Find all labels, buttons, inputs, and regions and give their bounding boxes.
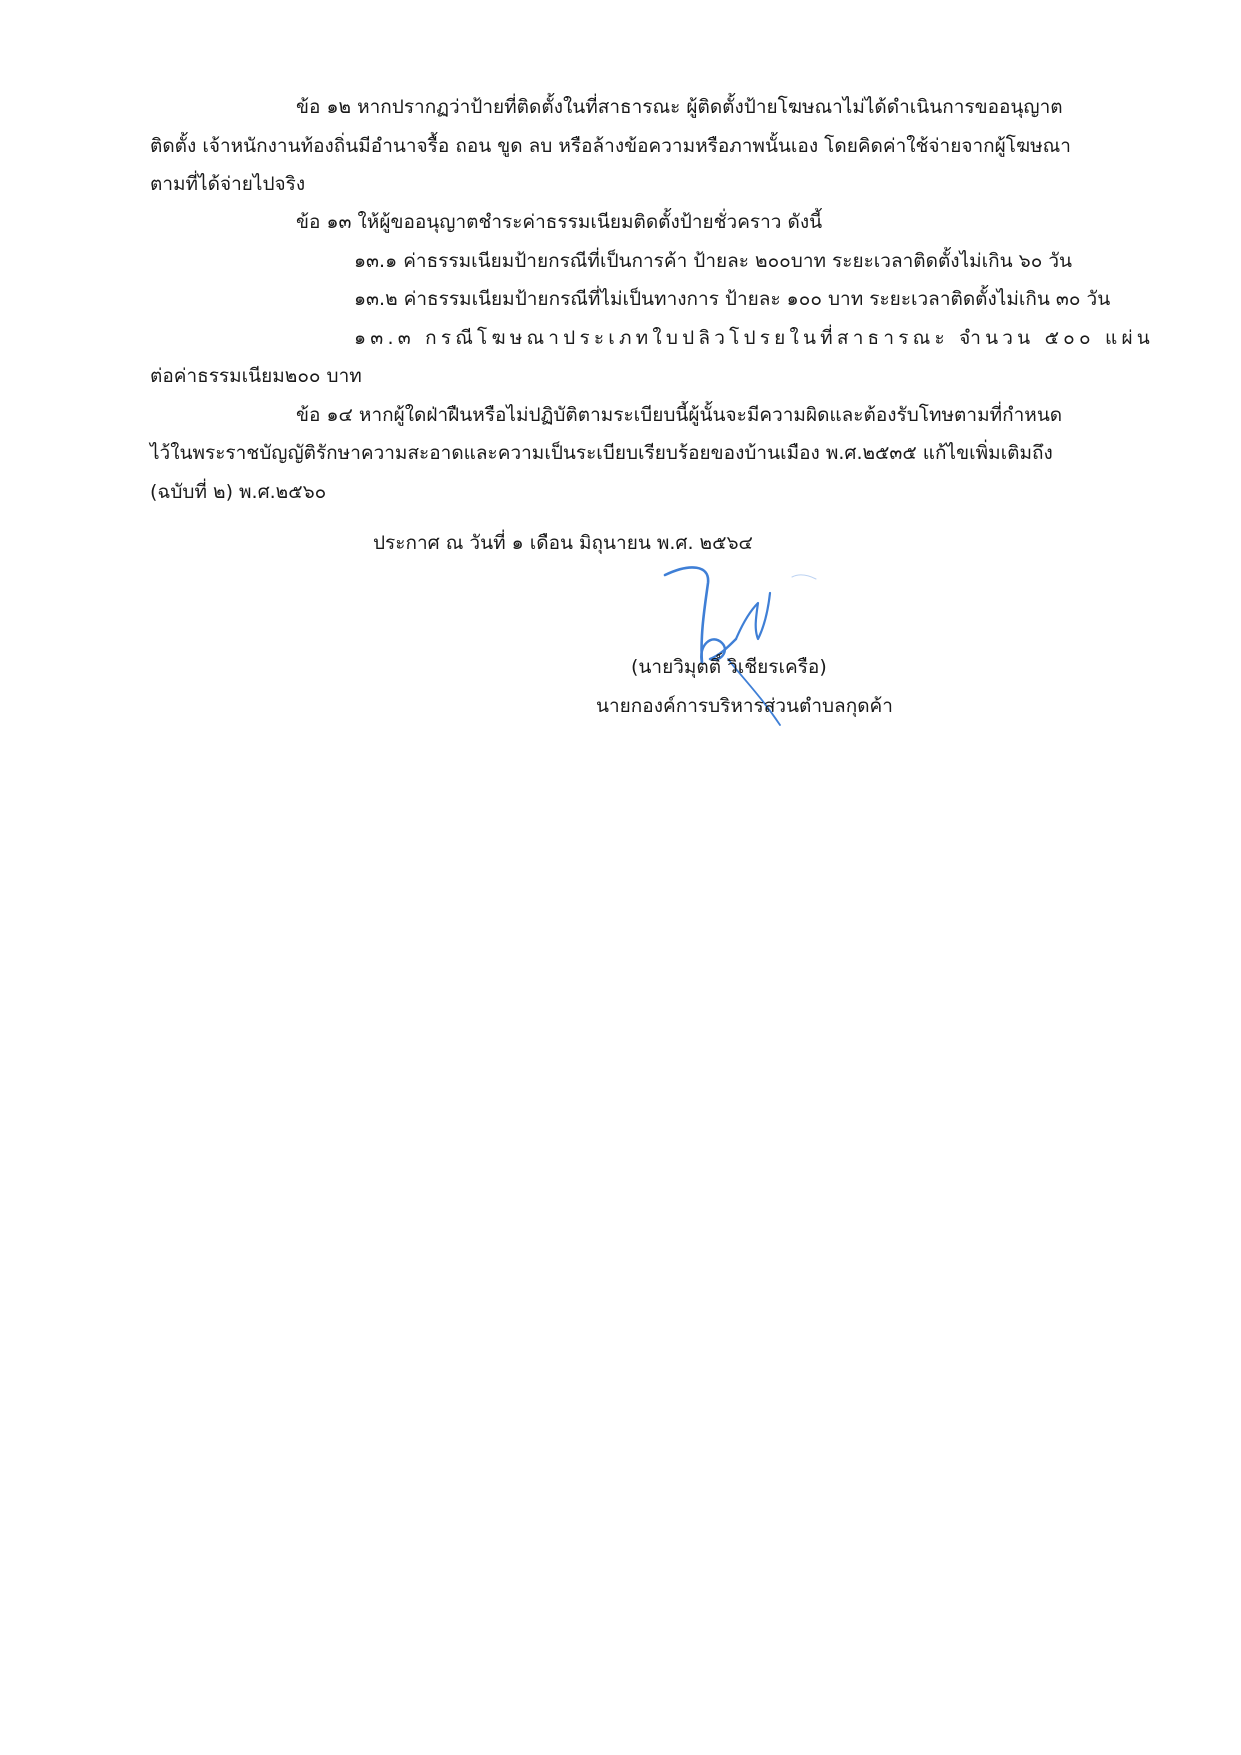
clause-12-line-3: ตามที่ได้จ่ายไปจริง	[150, 173, 306, 195]
clause-13-item-1: ๑๓.๑ ค่าธรรมเนียมป้ายกรณีที่เป็นการค้า ป้ายละ ๒๐๐บาท ระยะเวลาติดตั้งไม่เกิน ๖๐ วัน	[354, 250, 1073, 272]
clause-13-item-3-line-1: ๑๓.๓ กรณีโฆษณาประเภทใบปลิวโปรยในที่สาธารณะ จำนวน ๕๐๐ แผ่น	[354, 327, 1154, 349]
clause-13-intro: ข้อ ๑๓ ให้ผู้ขออนุญาตชำระค่าธรรมเนียมติดตั้งป้ายชั่วคราว ดังนี้	[296, 211, 823, 233]
clause-13-item-2: ๑๓.๒ ค่าธรรมเนียมป้ายกรณีที่ไม่เป็นทางการ ป้ายละ ๑๐๐ บาท ระยะเวลาติดตั้งไม่เกิน ๓๐ วัน	[354, 288, 1111, 310]
signer-position: นายกองค์การบริหารส่วนตำบลกุดค้า	[596, 695, 893, 717]
announcement-date: ประกาศ ณ วันที่ ๑ เดือน มิถุนายน พ.ศ. ๒๕๖๔	[373, 532, 753, 554]
clause-14-line-1: ข้อ ๑๔ หากผู้ใดฝ่าฝืนหรือไม่ปฏิบัติตามระเบียบนี้ผู้นั้นจะมีความผิดและต้องรับโทษตามที่กำหนด	[296, 404, 1063, 426]
signature-faint-mark	[792, 575, 816, 579]
signer-name: (นายวิมุตติ์ วิเชียรเครือ)	[631, 656, 827, 678]
clause-12-line-2: ติดตั้ง เจ้าหนักงานท้องถิ่นมีอำนาจรื้อ ถอน ขูด ลบ หรือล้างข้อความหรือภาพนั้นเอง โดยคิดค่าใช้จ่ายจากผู้โฆษณา	[150, 135, 1071, 157]
clause-14-line-2: ไว้ในพระราชบัญญัติรักษาความสะอาดและความเป็นระเบียบเรียบร้อยของบ้านเมือง พ.ศ.๒๕๓๕ แก้ไขเพิ่มเติมถึง	[150, 442, 1053, 464]
clause-13-item-3-line-2: ต่อค่าธรรมเนียม๒๐๐ บาท	[150, 365, 362, 387]
clause-12-line-1: ข้อ ๑๒ หากปรากฏว่าป้ายที่ติดตั้งในที่สาธารณะ ผู้ติดตั้งป้ายโฆษณาไม่ได้ดำเนินการขออนุญาต	[296, 96, 1063, 118]
signature-stroke-main	[665, 567, 708, 663]
signature-stroke-flourish	[736, 593, 770, 639]
clause-14-line-3: (ฉบับที่ ๒) พ.ศ.๒๕๖๐	[150, 481, 327, 503]
